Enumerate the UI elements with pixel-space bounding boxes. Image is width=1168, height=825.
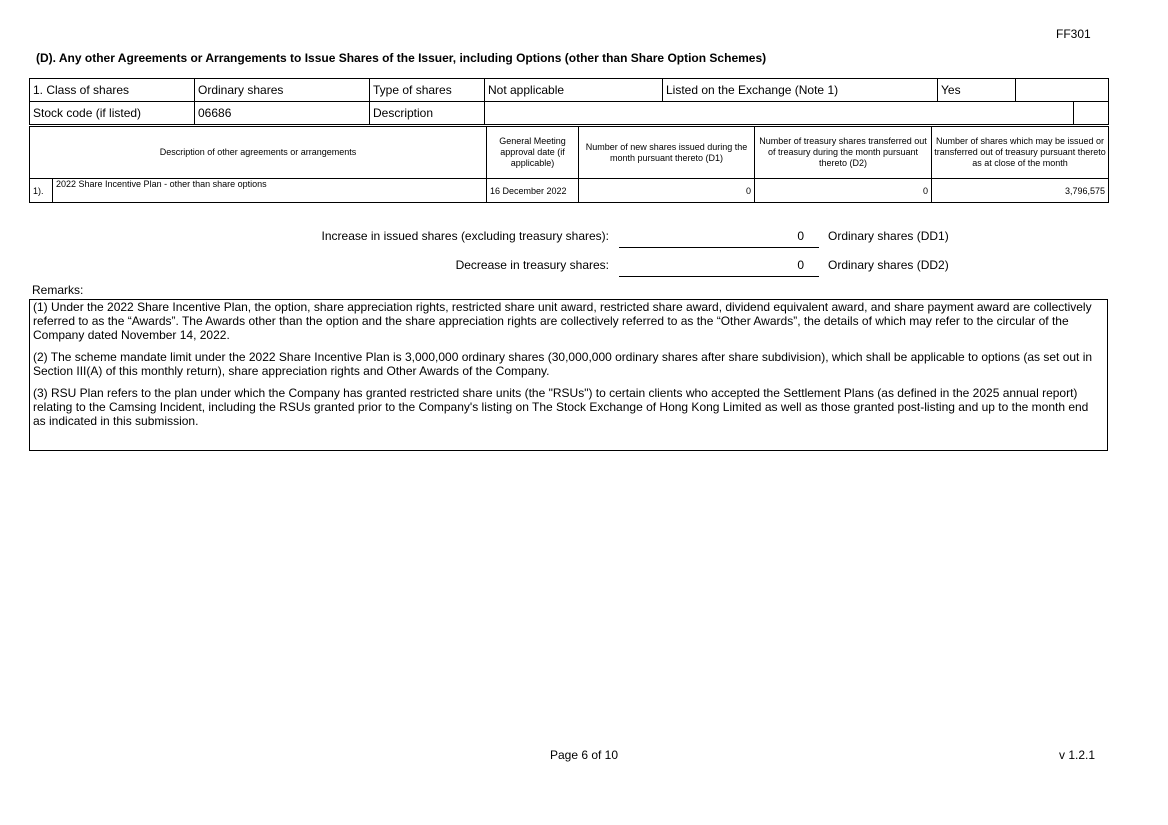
class-of-shares-value: Ordinary shares (195, 79, 370, 102)
section-title: (D). Any other Agreements or Arrangements to Issue Shares of the Issuer, including Options (other than Share Option Schemes) (36, 51, 767, 65)
remark-paragraph: (3) RSU Plan refers to the plan under which the Company has granted restricted share units (the "RSUs") to certain clients who accepted the Settlement Plans (as defined in the 2025 annual report) relating to the Camsing Incident, including the RSUs granted prior to the Company's listing on The Stock Exchange of Hong Kong Limited as well as those granted post-listing and up to the month end as indicated in this submission. (33, 386, 1089, 428)
listed-on-exchange-label: Listed on the Exchange (Note 1) (663, 79, 938, 102)
decrease-underline (619, 276, 819, 277)
arrangements-table (29, 126, 1109, 203)
form-code: FF301 (1056, 27, 1091, 41)
page-number: Page 6 of 10 (549, 748, 619, 762)
share-info-table (29, 78, 1109, 125)
table-row (30, 179, 1109, 203)
row-index: 1). (30, 179, 53, 203)
description-label: Description (370, 102, 485, 125)
header-treasury-transferred: Number of treasury shares transferred out of treasury during the month pursuant thereto (D2) (755, 127, 932, 179)
type-of-shares-value: Not applicable (485, 79, 663, 102)
increase-unit: Ordinary shares (DD1) (828, 229, 949, 243)
remarks-box (29, 299, 1108, 451)
remark-paragraph: (1) Under the 2022 Share Incentive Plan, the option, share appreciation rights, restricted share unit award, restricted share award, dividend equivalent award, and share payment award are collectively referred to as the “Awards”. The Awards other than the option and the share appreciation rights are collectively referred to as the “Other Awards”, the details of which may refer to the circular of the Company dated November 14, 2022. (33, 300, 1092, 342)
increase-label: Increase in issued shares (excluding treasury shares): (321, 229, 609, 243)
header-may-be-issued: Number of shares which may be issued or transferred out of treasury pursuant thereto as at close of the month (932, 127, 1109, 179)
decrease-value: 0 (797, 258, 804, 272)
row-new-shares: 0 (579, 179, 755, 203)
description-value (485, 102, 1074, 125)
decrease-unit: Ordinary shares (DD2) (828, 258, 949, 272)
row-may-be-issued: 3,796,575 (932, 179, 1109, 203)
remark-paragraph: (2) The scheme mandate limit under the 2022 Share Incentive Plan is 3,000,000 ordinary shares (30,000,000 ordinary shares after share subdivision), which shall be applicable to options (as set out in Section III(A) of this monthly return), share appreciation rights and Other Awards of the Company. (33, 350, 1093, 378)
header-approval-date: General Meeting approval date (if applicable) (487, 127, 579, 179)
listed-on-exchange-value: Yes (938, 79, 1016, 102)
row-treasury-transferred: 0 (755, 179, 932, 203)
decrease-label: Decrease in treasury shares: (455, 258, 609, 272)
stock-code-label: Stock code (if listed) (30, 102, 195, 125)
empty-cell (1016, 79, 1109, 102)
class-of-shares-label: 1. Class of shares (30, 79, 195, 102)
header-new-shares: Number of new shares issued during the month pursuant thereto (D1) (579, 127, 755, 179)
header-description: Description of other agreements or arrangements (30, 127, 487, 179)
remarks-label: Remarks: (32, 283, 84, 297)
type-of-shares-label: Type of shares (370, 79, 485, 102)
increase-value: 0 (797, 229, 804, 243)
version-label: v 1.2.1 (1059, 748, 1096, 762)
empty-cell (1074, 102, 1109, 125)
increase-underline (619, 247, 819, 248)
row-description: 2022 Share Incentive Plan - other than share options (53, 179, 487, 203)
row-approval-date: 16 December 2022 (487, 179, 579, 203)
stock-code-value: 06686 (195, 102, 370, 125)
